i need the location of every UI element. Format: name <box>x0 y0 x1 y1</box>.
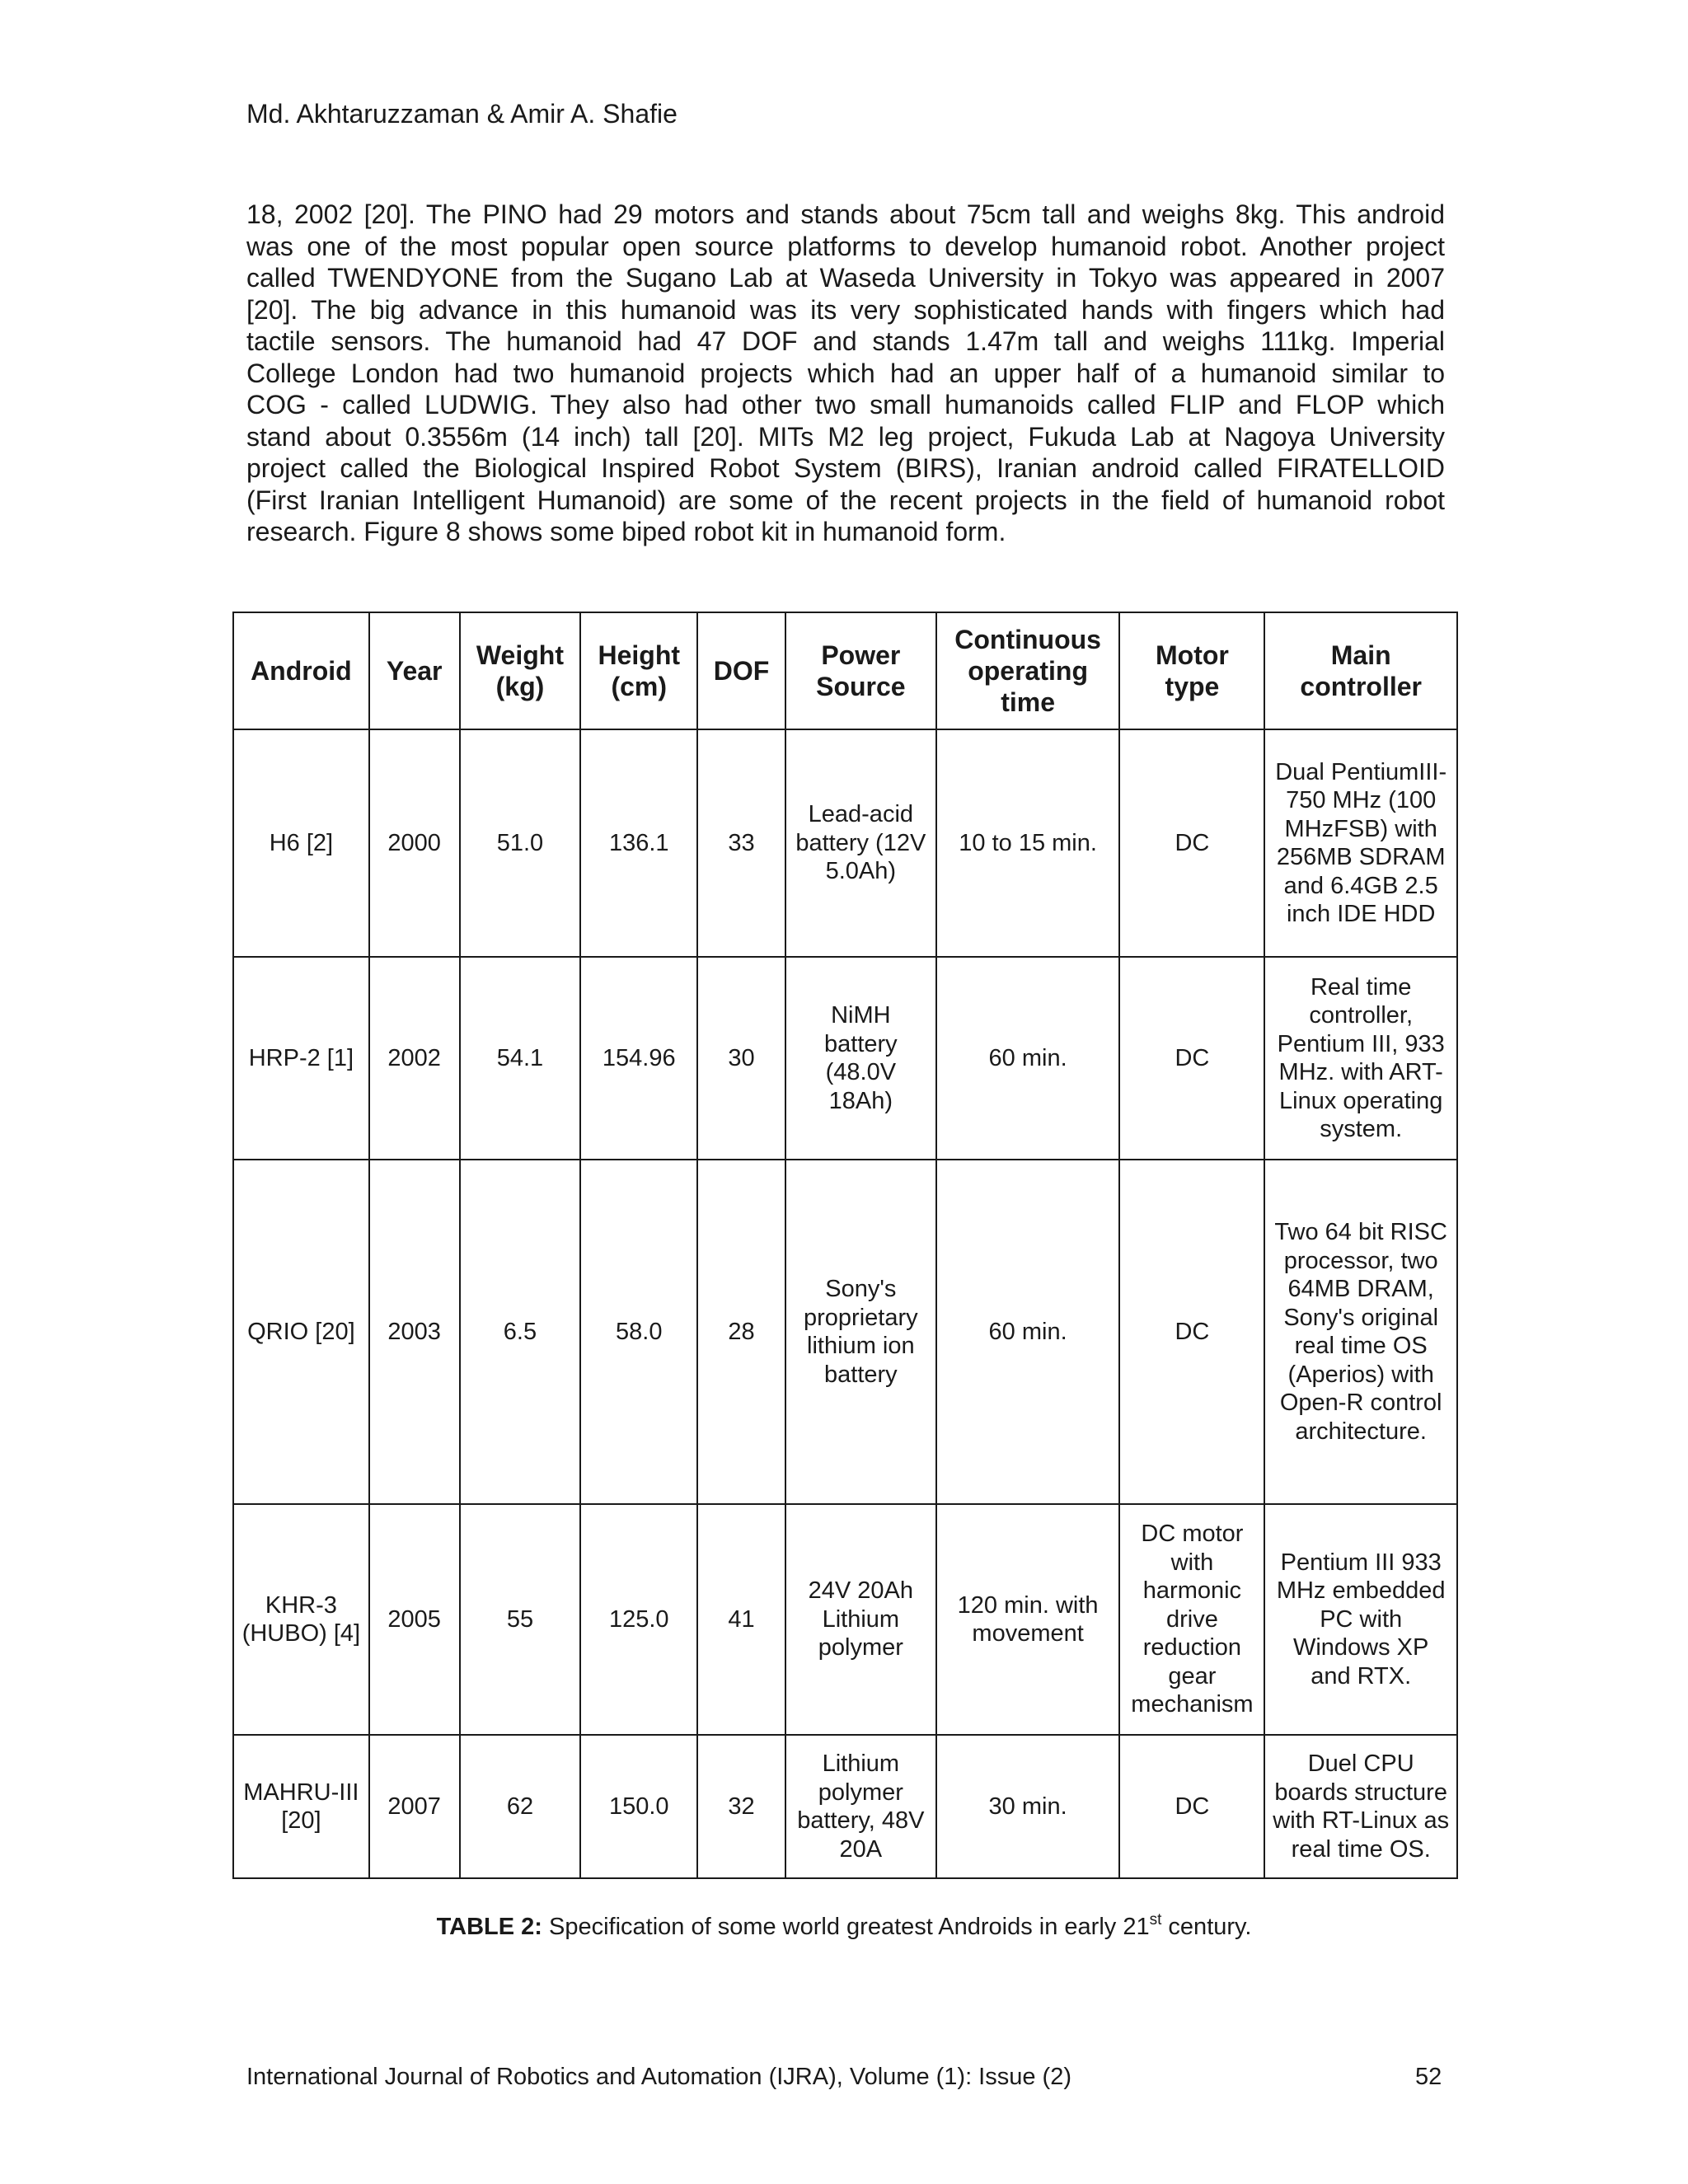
cell-year: 2005 <box>369 1504 460 1735</box>
cell-operating-time: 10 to 15 min. <box>936 729 1120 957</box>
header-android: Android <box>233 612 369 729</box>
cell-android: KHR-3 (HUBO) [4] <box>233 1504 369 1735</box>
cell-operating-time: 60 min. <box>936 1160 1120 1504</box>
header-power-source: Power Source <box>785 612 936 729</box>
cell-dof: 33 <box>697 729 785 957</box>
cell-year: 2000 <box>369 729 460 957</box>
table-row <box>233 957 1457 1160</box>
header-motor-type: Motor type <box>1119 612 1264 729</box>
paragraph-line: COG - called LUDWIG. They also had other two small humanoids called FLIP and FLOP which <box>246 390 1445 419</box>
cell-main-controller: Dual PentiumIII-750 MHz (100 MHzFSB) with 256MB SDRAM and 6.4GB 2.5 inch IDE HDD <box>1264 729 1457 957</box>
paragraph-line: 18, 2002 [20]. The PINO had 29 motors and stands about 75cm tall and weighs 8kg. This android <box>246 199 1445 229</box>
cell-motor-type: DC <box>1119 1160 1264 1504</box>
cell-motor-type: DC <box>1119 729 1264 957</box>
cell-power-source: Lead-acid battery (12V 5.0Ah) <box>785 729 936 957</box>
caption-label: TABLE 2: <box>436 1914 542 1940</box>
paragraph-line: research. Figure 8 shows some biped robot kit in humanoid form. <box>246 517 1006 546</box>
paragraph-line: project called the Biological Inspired Robot System (BIRS), Iranian android called FIRATELLOID <box>246 453 1445 483</box>
table-caption <box>0 1912 1688 1942</box>
cell-motor-type: DC <box>1119 957 1264 1160</box>
cell-dof: 28 <box>697 1160 785 1504</box>
footer-journal: International Journal of Robotics and Automation (IJRA), Volume (1): Issue (2) <box>246 2064 1071 2090</box>
cell-height: 58.0 <box>580 1160 697 1504</box>
cell-weight: 54.1 <box>460 957 581 1160</box>
cell-weight: 62 <box>460 1735 581 1878</box>
paragraph-line: (First Iranian Intelligent Humanoid) are some of the recent projects in the field of humanoid robot <box>246 485 1445 515</box>
cell-dof: 41 <box>697 1504 785 1735</box>
cell-height: 150.0 <box>580 1735 697 1878</box>
cell-height: 125.0 <box>580 1504 697 1735</box>
caption-text: Specification of some world greatest Androids in early 21 <box>542 1914 1150 1940</box>
android-spec-table <box>232 612 1458 1879</box>
cell-power-source: 24V 20Ah Lithium polymer <box>785 1504 936 1735</box>
table-row <box>233 729 1457 957</box>
cell-weight: 6.5 <box>460 1160 581 1504</box>
cell-android: QRIO [20] <box>233 1160 369 1504</box>
header-weight: Weight (kg) <box>460 612 581 729</box>
table-row <box>233 1504 1457 1735</box>
paragraph-line: tactile sensors. The humanoid had 47 DOF and stands 1.47m tall and weighs 111kg. Imperial <box>246 326 1445 356</box>
cell-motor-type: DC <box>1119 1735 1264 1878</box>
cell-dof: 30 <box>697 957 785 1160</box>
cell-operating-time: 30 min. <box>936 1735 1120 1878</box>
cell-power-source: Sony's proprietary lithium ion battery <box>785 1160 936 1504</box>
cell-power-source: Lithium polymer battery, 48V 20A <box>785 1735 936 1878</box>
paragraph-line: was one of the most popular open source platforms to develop humanoid robot. Another project <box>246 231 1445 261</box>
header-operating-time: Continuous operating time <box>936 612 1120 729</box>
header-year: Year <box>369 612 460 729</box>
cell-main-controller: Duel CPU boards structure with RT-Linux as real time OS. <box>1264 1735 1457 1878</box>
table-row <box>233 1160 1457 1504</box>
table-header-row <box>233 612 1457 729</box>
paragraph-line: [20]. The big advance in this humanoid was its very sophisticated hands with fingers which had <box>246 294 1445 325</box>
body-paragraph <box>246 199 1445 548</box>
cell-operating-time: 120 min. with movement <box>936 1504 1120 1735</box>
cell-dof: 32 <box>697 1735 785 1878</box>
cell-height: 154.96 <box>580 957 697 1160</box>
running-header: Md. Akhtaruzzaman & Amir A. Shafie <box>246 99 678 129</box>
paragraph-line: stand about 0.3556m (14 inch) tall [20]. MITs M2 leg project, Fukuda Lab at Nagoya University <box>246 421 1445 452</box>
cell-weight: 51.0 <box>460 729 581 957</box>
cell-year: 2002 <box>369 957 460 1160</box>
cell-year: 2007 <box>369 1735 460 1878</box>
cell-android: H6 [2] <box>233 729 369 957</box>
paragraph-line: College London had two humanoid projects which had an upper half of a humanoid similar to <box>246 358 1445 388</box>
cell-android: MAHRU-III [20] <box>233 1735 369 1878</box>
paragraph-line: called TWENDYONE from the Sugano Lab at Waseda University in Tokyo was appeared in 2007 <box>246 263 1445 293</box>
cell-android: HRP-2 [1] <box>233 957 369 1160</box>
cell-height: 136.1 <box>580 729 697 957</box>
cell-weight: 55 <box>460 1504 581 1735</box>
cell-main-controller: Pentium III 933 MHz embedded PC with Windows XP and RTX. <box>1264 1504 1457 1735</box>
cell-main-controller: Two 64 bit RISC processor, two 64MB DRAM, Sony's original real time OS (Aperios) with Open-R control architecture. <box>1264 1160 1457 1504</box>
table-row <box>233 1735 1457 1878</box>
cell-main-controller: Real time controller, Pentium III, 933 MHz. with ART-Linux operating system. <box>1264 957 1457 1160</box>
caption-text-end: century. <box>1161 1914 1252 1940</box>
cell-power-source: NiMH battery (48.0V 18Ah) <box>785 957 936 1160</box>
cell-motor-type: DC motor with harmonic drive reduction gear mechanism <box>1119 1504 1264 1735</box>
cell-operating-time: 60 min. <box>936 957 1120 1160</box>
cell-year: 2003 <box>369 1160 460 1504</box>
page-number: 52 <box>1415 2064 1442 2090</box>
header-main-controller: Main controller <box>1264 612 1457 729</box>
caption-superscript: st <box>1149 1911 1162 1929</box>
header-dof: DOF <box>697 612 785 729</box>
header-height: Height (cm) <box>580 612 697 729</box>
